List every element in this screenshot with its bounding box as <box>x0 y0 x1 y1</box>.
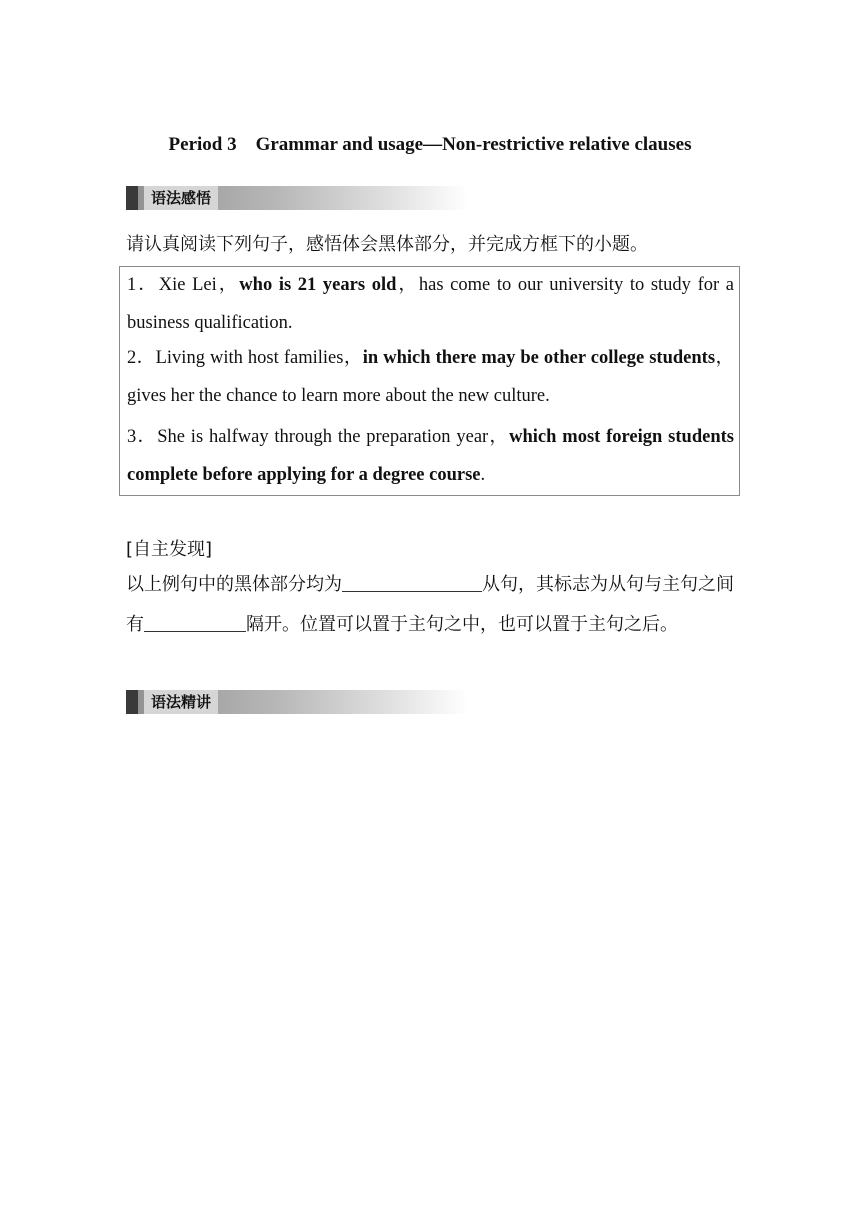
example-text: She is halfway through the preparation year， <box>157 427 510 447</box>
page-title: Period 3 Grammar and usage—Non-restrictive relative clauses <box>168 134 692 155</box>
example-text: Xie Lei， <box>158 275 240 295</box>
example-sentence-2 <box>127 339 734 415</box>
discovery-heading: [自主发现] <box>126 539 213 560</box>
example-text: ，gives her the chance to learn more about the new culture. <box>127 348 734 406</box>
answer-blank-2[interactable] <box>144 611 246 632</box>
banner-marker <box>126 690 138 714</box>
discovery-text: 隔开。位置可以置于主句之中，也可以置于主句之后。 <box>246 614 678 635</box>
example-bold-clause: who is 21 years old <box>239 275 397 295</box>
example-bold-clause: in which there may be other college students <box>362 348 716 368</box>
example-sentence-1 <box>127 266 734 342</box>
discovery-text: 从句，其标志为从句与主句之间有 <box>126 574 734 635</box>
example-number: 1． <box>127 275 159 295</box>
example-sentence-3 <box>127 418 734 494</box>
banner-marker <box>126 186 138 210</box>
section-banner-grammar-explanation <box>126 690 468 714</box>
section-label: 语法精讲 <box>144 690 218 714</box>
example-bold-clause: which most foreign students complete before applying for a degree course <box>127 427 734 485</box>
example-text: . <box>480 465 486 485</box>
example-number: 3． <box>127 427 158 447</box>
instruction-text: 请认真阅读下列句子，感悟体会黑体部分，并完成方框下的小题。 <box>126 234 648 255</box>
example-text: ，has come to our university to study for a business qualification. <box>127 275 734 333</box>
example-number: 2． <box>127 348 156 368</box>
example-box <box>119 266 740 496</box>
section-banner-grammar-perception <box>126 186 468 210</box>
example-text: Living with host families， <box>155 348 363 368</box>
section-label: 语法感悟 <box>144 186 218 210</box>
discovery-text: 以上例句中的黑体部分均为 <box>126 574 342 595</box>
discovery-paragraph <box>126 565 738 645</box>
answer-blank-1[interactable] <box>342 571 482 592</box>
